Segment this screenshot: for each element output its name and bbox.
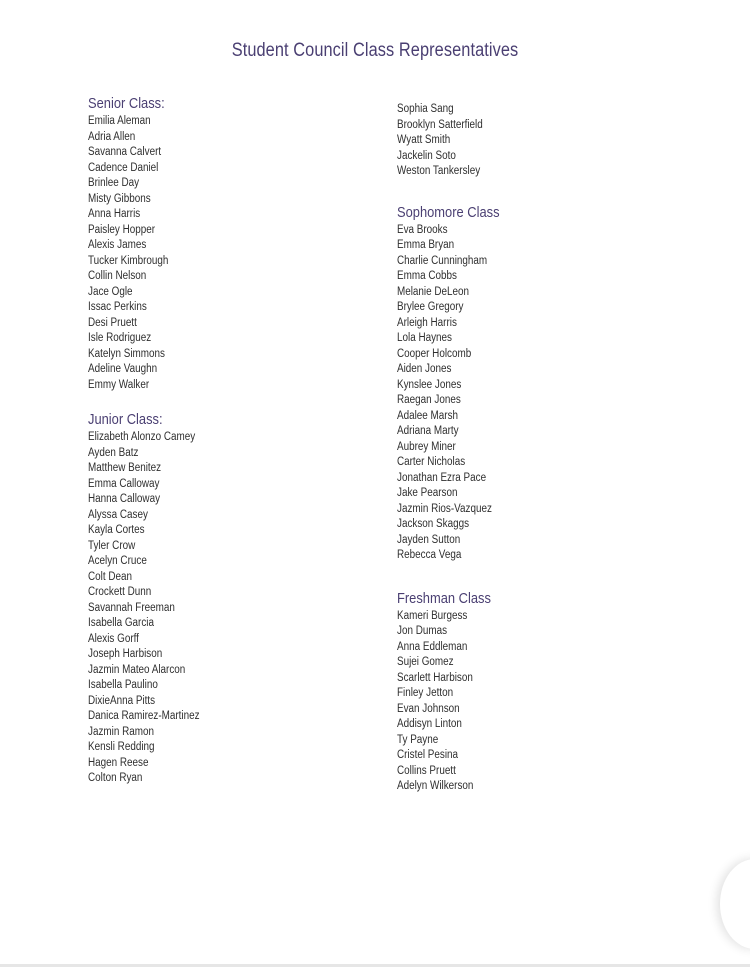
senior-class-heading: Senior Class: — [88, 95, 165, 112]
student-name: Jake Pearson — [397, 487, 458, 499]
student-name: Isle Rodriguez — [88, 332, 152, 344]
left-column — [88, 94, 388, 787]
student-name: Wyatt Smith — [397, 134, 451, 146]
page-title: Student Council Class Representatives — [231, 40, 519, 61]
student-name: Kayla Cortes — [88, 524, 145, 536]
senior-class-list — [88, 114, 388, 393]
student-name: Jon Dumas — [397, 625, 448, 637]
student-name: Adeline Vaughn — [88, 363, 158, 375]
senior-class-list-continued — [397, 102, 717, 180]
student-name: Aiden Jones — [397, 363, 452, 375]
student-name: Elizabeth Alonzo Camey — [88, 431, 196, 443]
student-name: Addisyn Linton — [397, 718, 462, 730]
student-name: Colt Dean — [88, 570, 132, 583]
student-name: Weston Tankersley — [397, 165, 481, 177]
student-name: Katelyn Simmons — [88, 347, 165, 360]
freshman-class-heading: Freshman Class — [397, 589, 491, 607]
student-name: DixieAnna Pitts — [88, 694, 156, 707]
student-name: Danica Ramirez-Martinez — [88, 710, 200, 722]
student-name: Adelyn Wilkerson — [397, 780, 474, 792]
page-curl-decoration — [720, 859, 750, 949]
student-name: Cooper Holcomb — [397, 347, 472, 360]
student-name: Aubrey Miner — [397, 440, 456, 453]
student-name: Isabella Paulino — [88, 679, 158, 691]
student-name: Emma Calloway — [88, 477, 160, 490]
student-name: Anna Harris — [88, 208, 141, 220]
student-name: Colton Ryan — [88, 772, 143, 784]
student-name: Brinlee Day — [88, 177, 140, 189]
student-name: Melanie DeLeon — [397, 285, 470, 298]
student-name: Emma Cobbs — [397, 270, 457, 282]
student-name: Jace Ogle — [88, 285, 133, 298]
student-name: Kensli Redding — [88, 741, 155, 753]
student-name: Sophia Sang — [397, 103, 454, 115]
student-name: Ayden Batz — [88, 446, 139, 459]
student-name: Alyssa Casey — [88, 508, 148, 521]
right-column — [397, 102, 717, 795]
student-name: Jackson Skaggs — [397, 518, 470, 530]
student-name: Raegan Jones — [397, 394, 461, 406]
student-name: Savannah Freeman — [88, 601, 175, 614]
student-name: Adria Allen — [88, 130, 136, 143]
student-name: Joseph Harbison — [88, 648, 163, 660]
student-name: Jackelin Soto — [397, 149, 456, 162]
student-name: Evan Johnson — [397, 702, 460, 715]
student-name: Emmy Walker — [88, 378, 150, 391]
student-name: Lola Haynes — [397, 332, 452, 344]
student-name: Savanna Calvert — [88, 146, 162, 158]
student-name: Tucker Kimbrough — [88, 254, 169, 267]
student-name: Jazmin Mateo Alarcon — [88, 663, 186, 676]
student-name: Crockett Dunn — [88, 586, 152, 598]
student-name: Kynslee Jones — [397, 378, 462, 391]
student-name: Kameri Burgess — [397, 609, 468, 622]
student-name: Carter Nicholas — [397, 456, 466, 468]
student-name: Issac Perkins — [88, 301, 147, 313]
student-name: Ty Payne — [397, 733, 439, 746]
student-name: Arleigh Harris — [397, 316, 457, 329]
student-name: Rebecca Vega — [397, 549, 462, 561]
student-name: Jazmin Rios-Vazquez — [397, 502, 492, 515]
student-name: Desi Pruett — [88, 316, 137, 329]
student-name: Alexis Gorff — [88, 632, 139, 645]
student-name: Adriana Marty — [397, 425, 459, 437]
student-name: Jayden Sutton — [397, 533, 461, 546]
student-name: Charlie Cunningham — [397, 254, 488, 267]
student-name: Emma Bryan — [397, 239, 455, 251]
student-name: Hagen Reese — [88, 756, 149, 769]
student-name: Sujei Gomez — [397, 656, 454, 668]
student-name: Collins Pruett — [397, 764, 456, 777]
student-name: Jonathan Ezra Pace — [397, 471, 487, 484]
student-name: Brylee Gregory — [397, 301, 464, 313]
student-name: Hanna Calloway — [88, 493, 161, 505]
sophomore-class-list — [397, 223, 717, 564]
student-name: Brooklyn Satterfield — [397, 118, 483, 131]
student-name: Jazmin Ramon — [88, 725, 154, 738]
junior-class-list — [88, 430, 388, 787]
student-name: Cadence Daniel — [88, 161, 159, 174]
student-name: Adalee Marsh — [397, 409, 459, 422]
student-name: Acelyn Cruce — [88, 555, 147, 567]
student-name: Alexis James — [88, 239, 147, 251]
junior-class-heading: Junior Class: — [88, 411, 163, 428]
student-name: Finley Jetton — [397, 687, 454, 699]
student-name: Matthew Benitez — [88, 462, 162, 474]
student-name: Eva Brooks — [397, 223, 448, 236]
student-name: Anna Eddleman — [397, 640, 468, 653]
student-name: Isabella Garcia — [88, 617, 154, 629]
sophomore-class-heading: Sophomore Class — [397, 203, 500, 221]
student-name: Collin Nelson — [88, 270, 147, 282]
student-name: Scarlett Harbison — [397, 671, 473, 684]
freshman-class-list — [397, 609, 717, 795]
student-name: Tyler Crow — [88, 539, 136, 552]
student-name: Paisley Hopper — [88, 223, 156, 236]
student-name: Emilia Aleman — [88, 115, 151, 127]
student-name: Cristel Pesina — [397, 749, 459, 761]
student-name: Misty Gibbons — [88, 192, 151, 205]
